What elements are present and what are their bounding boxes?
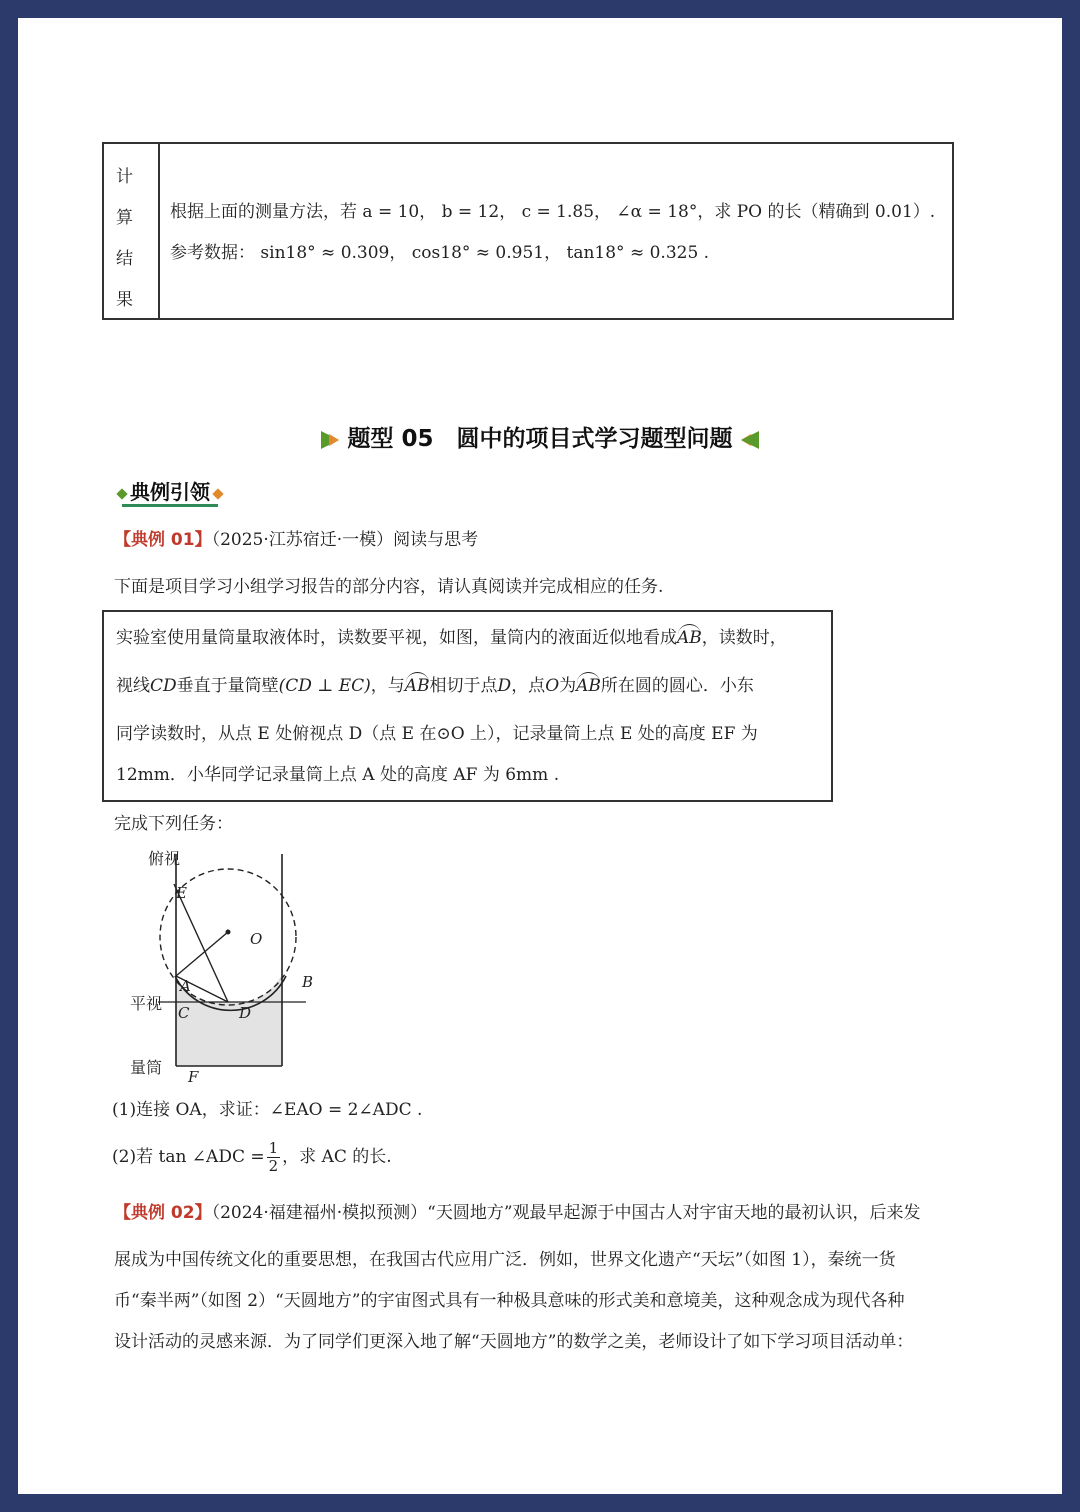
- report-text: ，与: [370, 676, 405, 696]
- question-2-text: ，求 AC 的长.: [282, 1146, 392, 1167]
- table-question-text: 根据上面的测量方法，若 a = 10， b = 12， c = 1.85， ∠α = 18°，求 PO 的长（精确到 0.01）.: [170, 202, 936, 222]
- example-source: （2025·江苏宿迁·一模）阅读与思考: [211, 530, 479, 550]
- example-01-header: [114, 532, 478, 549]
- table-label-char: 结: [116, 249, 133, 269]
- report-line-2: [116, 678, 754, 695]
- report-text: 垂直于量筒壁: [176, 676, 279, 696]
- arrow-right-accent-icon: [329, 434, 339, 446]
- arc-ab-label: AB: [677, 628, 702, 648]
- label-level-view: 平视: [130, 994, 163, 1013]
- report-box: [102, 610, 833, 802]
- example-02-line-3: 币“秦半两”（如图 2）“天圆地方”的宇宙图式具有一种极具意味的形式美和意境美，这种观念成为现代各种: [114, 1291, 905, 1311]
- point-label-b: B: [302, 973, 314, 991]
- point-label-o: O: [250, 930, 263, 948]
- math-expr: (CD ⊥ EC): [278, 676, 371, 696]
- report-line-4: 12mm．小华同学记录量筒上点 A 处的高度 AF 为 6mm .: [116, 765, 560, 785]
- diamond-icon: [212, 488, 223, 499]
- math-var: D: [497, 676, 512, 696]
- example-tag: 【典例 01】: [114, 530, 212, 550]
- subtitle-text: 典例引领: [130, 480, 210, 504]
- point-label-d: D: [239, 1004, 252, 1022]
- task-intro: 完成下列任务：: [114, 814, 233, 834]
- line-ao: [176, 932, 228, 976]
- question-2-text: (2)若 tan ∠ADC =: [112, 1146, 265, 1167]
- report-text: 实验室使用量筒量取液体时，读数要平视，如图，量筒内的液面近似地看成: [116, 628, 677, 648]
- question-2: [112, 1140, 392, 1174]
- report-text: 所在圆的圆心．小东: [600, 676, 754, 696]
- report-text: 相切于点: [429, 676, 498, 696]
- document-page: [18, 18, 1062, 1494]
- example-tag: 【典例 02】: [114, 1203, 212, 1223]
- subtitle-underline: [122, 504, 218, 507]
- arc-ab-label: AB: [576, 676, 601, 696]
- example-02-line-4: 设计活动的灵感来源．为了同学们更深入地了解“天圆地方”的数学之美，老师设计了如下学习项目活动单：: [114, 1332, 914, 1352]
- section-title-text: 题型 05 圆中的项目式学习题型问题: [347, 426, 733, 452]
- diamond-icon: [116, 488, 127, 499]
- section-title: [18, 420, 1062, 453]
- example-02-line-1: [114, 1205, 921, 1222]
- table-divider: [158, 144, 160, 318]
- point-label-e: E: [176, 884, 187, 902]
- question-1: (1)连接 OA，求证：∠EAO = 2∠ADC .: [112, 1100, 423, 1120]
- label-cylinder: 量筒: [130, 1058, 163, 1077]
- math-var: O: [545, 676, 560, 696]
- calculation-table: [102, 142, 954, 320]
- liquid-fill: [176, 1002, 282, 1066]
- fraction-numerator: 1: [268, 1139, 279, 1157]
- math-var: CD: [150, 676, 177, 696]
- point-label-f: F: [188, 1068, 199, 1086]
- table-label-char: 算: [116, 208, 133, 228]
- table-label-char: 计: [116, 167, 133, 187]
- graduated-cylinder-figure: [108, 844, 318, 1090]
- center-point-o: [226, 930, 231, 935]
- report-line-1: [116, 630, 787, 647]
- example-02-text: （2024·福建福州·模拟预测）“天圆地方”观最早起源于中国古人对宇宙天地的最初认识，后来发: [211, 1203, 921, 1223]
- example-intro: 下面是项目学习小组学习报告的部分内容，请认真阅读并完成相应的任务.: [114, 577, 664, 597]
- report-text: 为: [559, 676, 577, 696]
- table-label-char: 果: [116, 290, 133, 310]
- subtitle: [114, 476, 226, 505]
- arc-ab-label: AB: [404, 676, 430, 696]
- label-top-view: 俯视: [148, 849, 181, 868]
- report-line-3: 同学读数时，从点 E 处俯视点 D（点 E 在⊙O 上），记录量筒上点 E 处的高度 EF 为: [116, 724, 758, 744]
- fraction: [267, 1140, 281, 1174]
- example-02-line-2: 展成为中国传统文化的重要思想，在我国古代应用广泛．例如，世界文化遗产“天坛”（如图 1），秦统一货: [114, 1250, 896, 1270]
- fraction-denominator: 2: [268, 1156, 279, 1175]
- table-reference-data: 参考数据： sin18° ≈ 0.309， cos18° ≈ 0.951， tan18° ≈ 0.325 .: [170, 243, 710, 263]
- report-text: ，点: [511, 676, 546, 696]
- report-text: 视线: [116, 676, 150, 696]
- arrow-left-icon: [741, 431, 759, 449]
- point-label-a: A: [180, 977, 191, 995]
- report-text: ，读数时，: [701, 628, 787, 648]
- point-label-c: C: [178, 1004, 190, 1022]
